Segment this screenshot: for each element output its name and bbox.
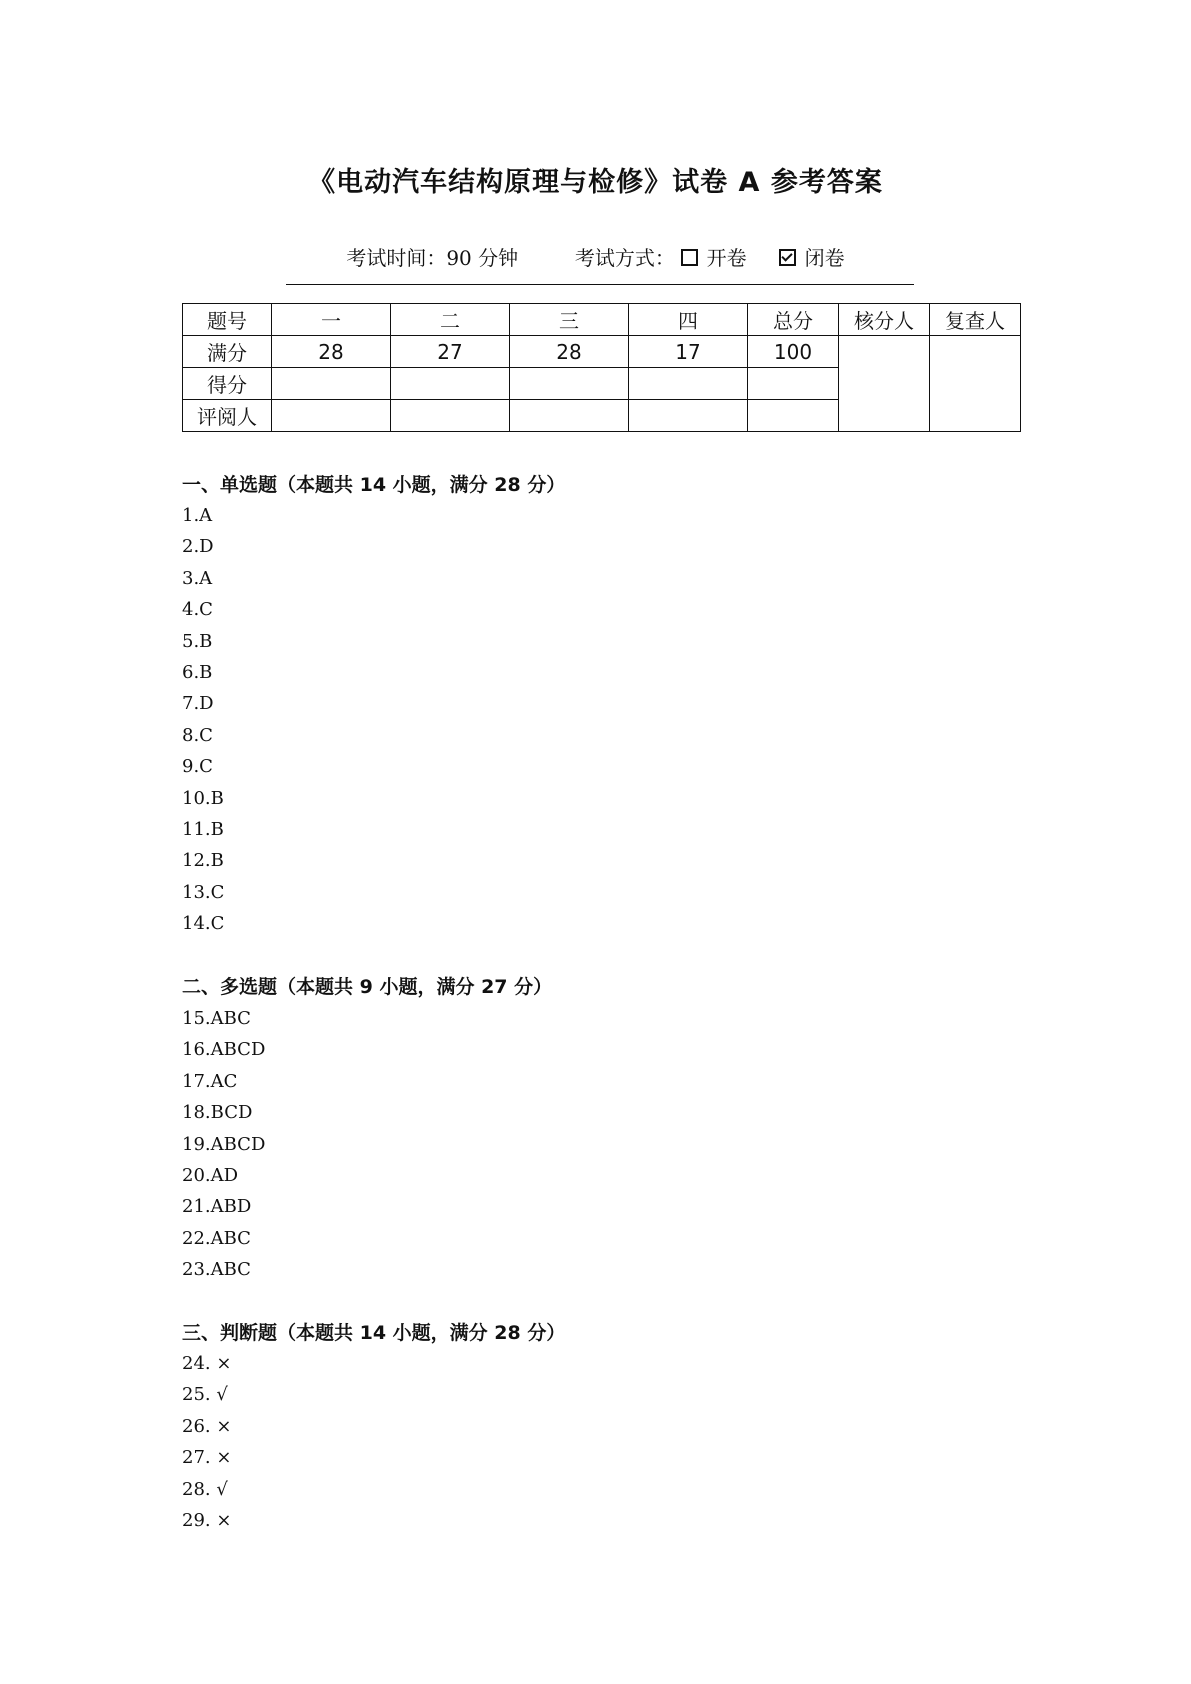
answer-item: 22.ABC [182, 1227, 251, 1249]
section-three-full-score: 28 [510, 336, 629, 368]
total-reviewer-cell [748, 400, 839, 432]
total-obtained-cell [748, 368, 839, 400]
answer-item: 13.C [182, 881, 225, 903]
section-three-reviewer-cell [510, 400, 629, 432]
answer-item: 3.A [182, 567, 213, 589]
section-one-header: 一 [272, 304, 391, 336]
section-four-full-score: 17 [629, 336, 748, 368]
answer-item: 15.ABC [182, 1008, 251, 1029]
answer-item: 21.ABD [182, 1196, 252, 1218]
document-title: 《电动汽车结构原理与检修》试卷 A 参考答案 [308, 167, 883, 198]
section-four-header: 四 [629, 304, 748, 336]
section-three-header: 三 [510, 304, 629, 336]
answer-item: 28. √ [182, 1478, 228, 1500]
answer-item: 27. × [182, 1447, 232, 1469]
answer-item: 16.ABCD [182, 1039, 266, 1061]
obtained-score-label: 得分 [183, 368, 272, 400]
section-two-reviewer-cell [391, 400, 510, 432]
reviewer-label: 评阅人 [183, 400, 272, 432]
answer-item: 19.ABCD [182, 1133, 266, 1155]
multiple-choice-section-title: 二、多选题（本题共 9 小题，满分 27 分） [182, 976, 553, 998]
reviewer-signature-cell [930, 336, 1021, 432]
closed-book-checked-icon [779, 249, 796, 266]
score-checker-signature-cell [839, 336, 930, 432]
section-two-header: 二 [391, 304, 510, 336]
answer-item: 9.C [182, 756, 213, 778]
section-one-full-score: 28 [272, 336, 391, 368]
section-two-obtained-cell [391, 368, 510, 400]
answer-item: 6.B [182, 662, 213, 684]
reviewer-check-header: 复查人 [930, 304, 1021, 336]
exam-mode-label: 考试方式： [574, 246, 675, 270]
answer-item: 25. √ [182, 1384, 228, 1406]
answer-item: 8.C [182, 724, 213, 746]
answer-item: 24. × [182, 1353, 232, 1374]
section-four-reviewer-cell [629, 400, 748, 432]
full-score-row [183, 336, 1021, 368]
true-false-answer-list [182, 1348, 231, 1536]
section-three-obtained-cell [510, 368, 629, 400]
answer-item: 7.D [182, 693, 214, 715]
section-one-reviewer-cell [272, 400, 391, 432]
answer-item: 26. × [182, 1415, 232, 1437]
answer-item: 29. × [182, 1510, 232, 1532]
total-full-score: 100 [748, 336, 839, 368]
section-two-full-score: 27 [391, 336, 510, 368]
answer-item: 17.AC [182, 1070, 238, 1092]
question-number-header: 题号 [183, 304, 272, 336]
answer-item: 20.AD [182, 1165, 239, 1187]
true-false-section-title: 三、判断题（本题共 14 小题，满分 28 分） [182, 1322, 566, 1344]
answer-item: 10.B [182, 787, 224, 809]
answer-item: 12.B [182, 850, 224, 872]
answer-item: 2.D [182, 536, 214, 558]
answer-item: 4.C [182, 599, 213, 621]
score-table [182, 303, 1021, 432]
open-book-label: 开卷 [706, 246, 747, 270]
score-table-header-row [183, 304, 1021, 336]
total-score-header: 总分 [748, 304, 839, 336]
answer-item: 18.BCD [182, 1102, 253, 1124]
open-book-checkbox-icon [681, 249, 698, 266]
closed-book-label: 闭卷 [804, 246, 845, 270]
full-score-label: 满分 [183, 336, 272, 368]
single-choice-answer-list [182, 500, 224, 940]
exam-time-text: 考试时间：90 分钟 [346, 246, 519, 270]
exam-info-line [0, 242, 1191, 271]
section-one-obtained-cell [272, 368, 391, 400]
title-divider-line [286, 284, 914, 285]
answer-item: 1.A [182, 505, 213, 526]
multiple-choice-answer-list [182, 1003, 265, 1286]
single-choice-section-title: 一、单选题（本题共 14 小题，满分 28 分） [182, 474, 566, 496]
score-checker-header: 核分人 [839, 304, 930, 336]
answer-item: 14.C [182, 913, 225, 935]
answer-item: 11.B [182, 819, 224, 841]
section-four-obtained-cell [629, 368, 748, 400]
answer-item: 23.ABC [182, 1259, 251, 1281]
answer-item: 5.B [182, 630, 213, 652]
